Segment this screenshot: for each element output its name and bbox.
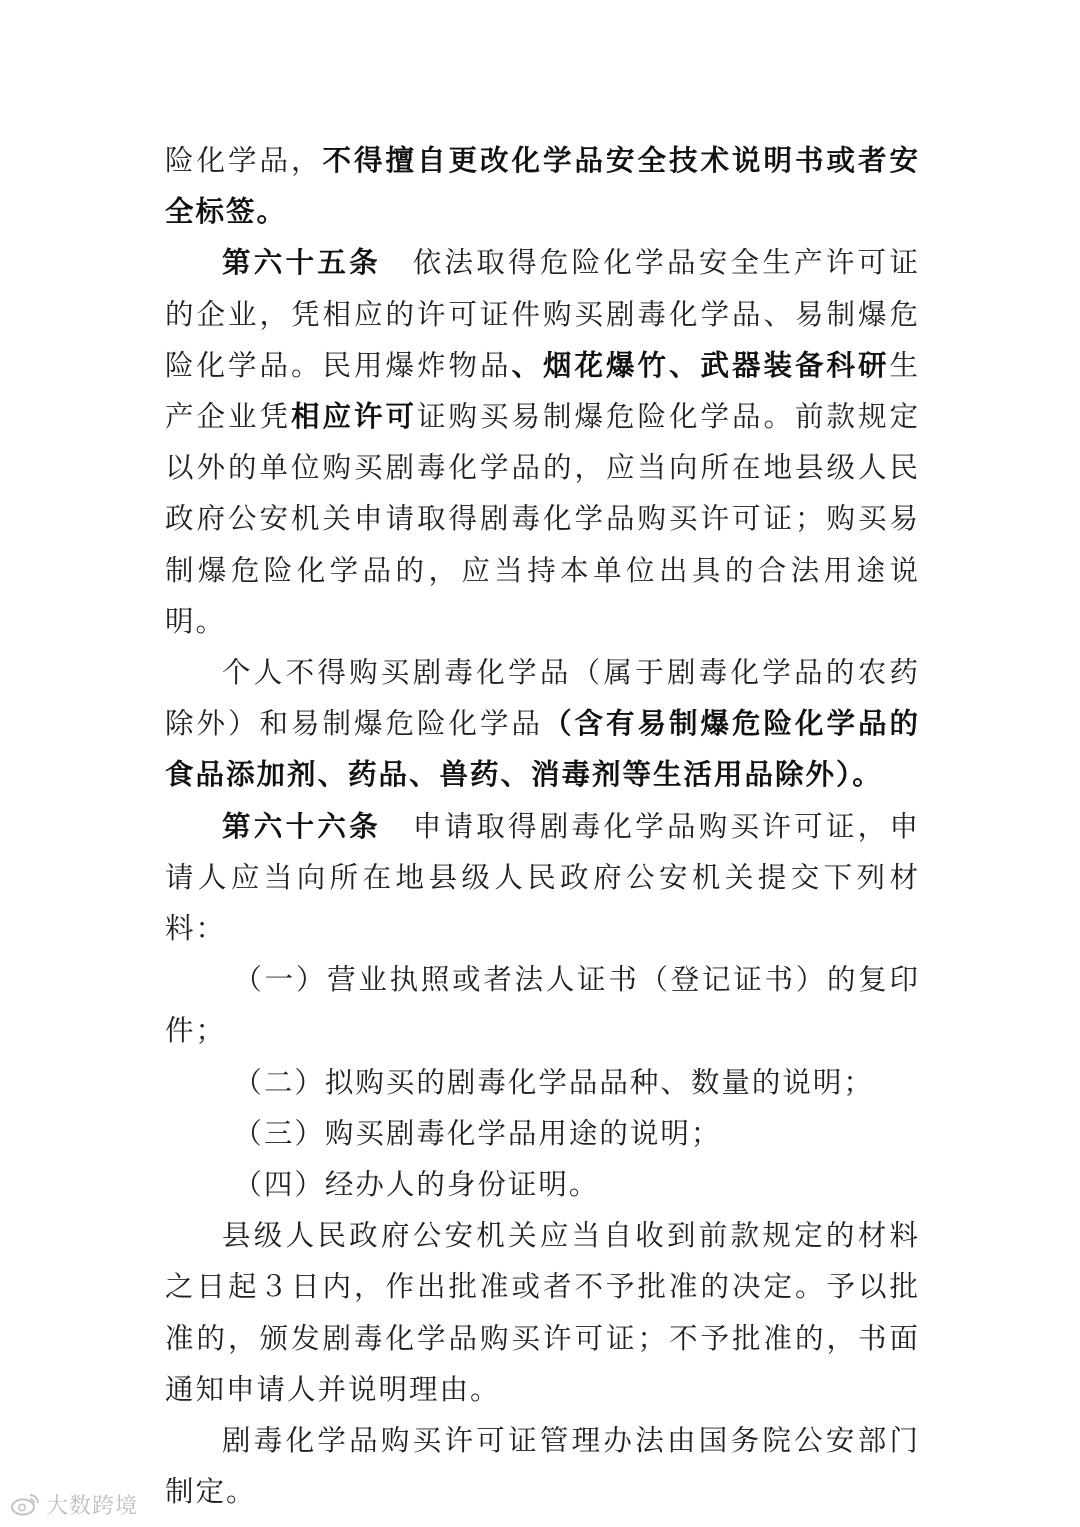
article-66-heading: 第六十六条: [222, 809, 381, 843]
article-65-text: 证购买易制爆危险化学品。前款规定以外的单位购买剧毒化学品的，应当向所在地县级人民政府公安机关申请取得剧毒化学品购买许可证；购买易制爆危险化学品的，应当持本单位出具的合法用途说明。: [165, 400, 920, 638]
article-65-text: 依法取得危险化学品安全生产许可证的企业，凭相应的许可证件购买剧毒化学品、易制爆危险化学品。民用爆炸物品: [165, 246, 920, 382]
article-65-bold-insert: 相应许可: [291, 400, 417, 434]
document-page: [165, 135, 920, 1517]
text-run: 个人不得购买剧毒化学品（属于剧毒化学品的农药除外）和易制爆危险化学品: [165, 656, 920, 741]
article-65-bold-insert: 、烟花爆竹、武器装备科研: [511, 348, 890, 382]
bold-text-run: 不得擅自更改化学品安全技术说明书或者安全标签。: [165, 144, 920, 229]
list-item: （二）拟购买的剧毒化学品品种、数量的说明；: [233, 1065, 874, 1099]
paragraph-continuation: [165, 135, 920, 237]
paragraph-individual-purchase: [165, 647, 920, 801]
article-65-text: 生产企业凭: [165, 348, 920, 434]
paragraph-measures: 剧毒化学品购买许可证管理办法由国务院公安部门制定。: [165, 1424, 920, 1509]
bold-text-run: （含有易制爆危险化学品的食品添加剂、药品、兽药、消毒剂等生活用品除外）。: [165, 707, 920, 792]
watermark: [10, 1489, 138, 1519]
list-item: （三）购买剧毒化学品用途的说明；: [233, 1116, 722, 1150]
article-66-text: 申请取得剧毒化学品购买许可证，申请人应当向所在地县级人民政府公安机关提交下列材料：: [165, 809, 920, 946]
watermark-text: 大数跨境: [46, 1493, 139, 1519]
list-item: （四）经办人的身份证明。: [233, 1168, 600, 1202]
paragraph-decision: 县级人民政府公安机关应当自收到前款规定的材料之日起３日内，作出批准或者不予批准的决定。予以批准的，颁发剧毒化学品购买许可证；不予批准的，书面通知申请人并说明理由。: [165, 1219, 920, 1406]
article-65-heading: 第六十五条: [222, 246, 381, 280]
article-66: [165, 801, 920, 955]
weibo-logo-icon: [10, 1492, 40, 1516]
text-run: 险化学品，: [165, 144, 323, 177]
list-item: （一）营业执照或者法人证书（登记证书）的复印件；: [165, 963, 920, 1048]
article-65: [165, 237, 920, 647]
